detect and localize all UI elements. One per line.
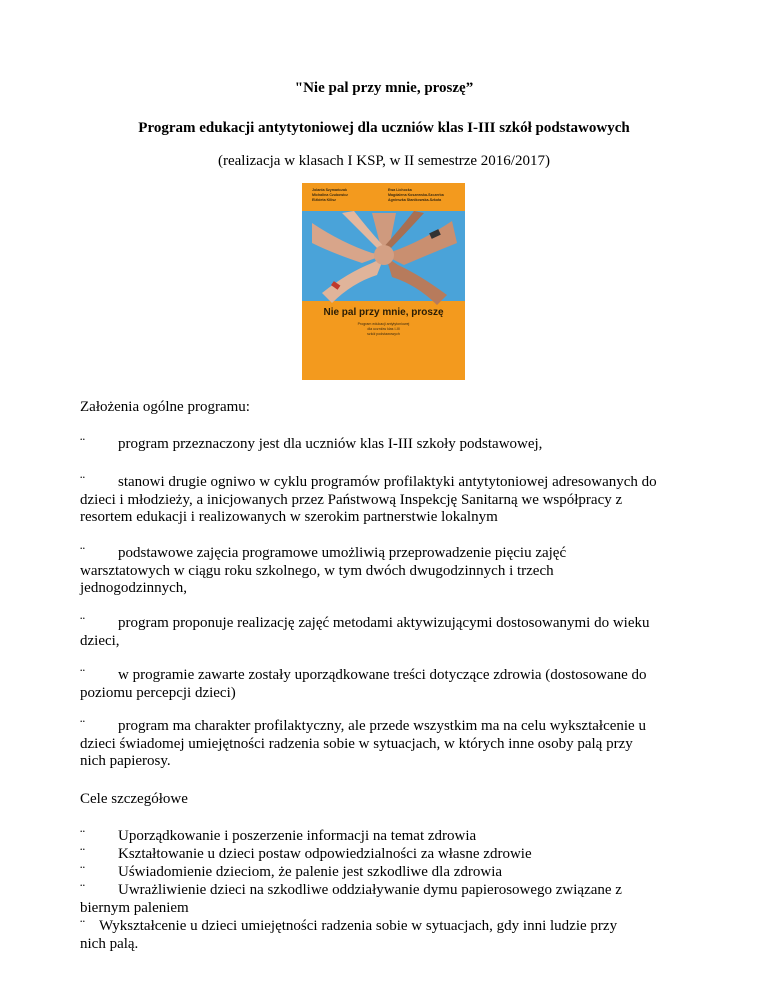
cover-title: Nie pal przy mnie, proszę — [323, 307, 444, 318]
bullet-icon: ¨ — [80, 615, 85, 631]
list-item: ¨ podstawowe zajęcia programowe umożliwią przeprowadzenie pięciu zajęć warsztatowych w ciągu roku szkolnego, w tym dwóch dwugodzinnych i trzech jednogodzinnych, — [80, 545, 567, 596]
cover-author-left-2: Michalina Czubowicz — [312, 193, 348, 197]
bullet-icon: ¨ — [80, 436, 85, 452]
cover-author-left-1: Jolanta Szymańczak — [312, 188, 347, 192]
section-heading-assumptions: Założenia ogólne programu: — [80, 399, 250, 415]
cover-subtitle-3: szkół podstawowych — [367, 332, 400, 336]
list-item: ¨ Wykształcenie u dzieci umiejętności radzenia sobie w sytuacjach, gdy inni ludzie przy nich palą. — [80, 918, 618, 952]
document-info: (realizacja w klasach I KSP, w II semestrze 2016/2017) — [218, 153, 550, 169]
section-heading-goals: Cele szczegółowe — [80, 791, 188, 807]
cover-author-right-3: Agnieszka Stanikowska-Szkoła — [388, 198, 442, 202]
bullet-icon: ¨ — [80, 474, 85, 490]
bullet-icon: ¨ — [80, 718, 85, 734]
bullet-icon: ¨ — [80, 828, 85, 844]
bullet-icon: ¨ — [80, 545, 85, 561]
bullet-icon: ¨ — [80, 864, 85, 880]
cover-author-right-2: Magdalena Koszewska-Szczerba — [388, 193, 444, 197]
bullet-icon: ¨ — [80, 882, 85, 898]
book-cover-image — [302, 183, 465, 380]
cover-author-right-1: Ewa Lichocka — [388, 188, 412, 192]
bullet-icon: ¨ — [80, 667, 85, 683]
bullet-icon: ¨ — [80, 846, 85, 862]
cover-author-left-3: Elżbieta Kilisz — [312, 198, 336, 202]
bullet-icon: ¨ — [80, 918, 85, 934]
list-item: ¨ w programie zawarte zostały uporządkowane treści dotyczące zdrowia (dostosowane do poziomu percepcji dzieci) — [80, 667, 647, 701]
list-item: ¨ Uwrażliwienie dzieci na szkodliwe oddziaływanie dymu papierosowego związane z biernym paleniem — [80, 882, 622, 916]
list-item: ¨ program proponuje realizację zajęć metodami aktywizującymi dostosowanymi do wieku dzieci, — [80, 615, 650, 649]
list-item: ¨ program przeznaczony jest dla uczniów klas I-III szkoły podstawowej, — [80, 436, 543, 452]
document-title: "Nie pal przy mnie, proszę” — [294, 80, 474, 96]
list-item: ¨ Kształtowanie u dzieci postaw odpowiedzialności za własne zdrowie — [80, 846, 532, 862]
list-item: ¨ Uporządkowanie i poszerzenie informacji na temat zdrowia — [80, 828, 477, 844]
document-subtitle: Program edukacji antytytoniowej dla uczniów klas I-III szkół podstawowych — [138, 120, 630, 136]
list-item: ¨ stanowi drugie ogniwo w cyklu programów profilaktyki antytytoniowej adresowanych do dzieci i młodzieży, a inicjowanych przez Państwową Inspekcję Sanitarną we współpracy z resortem edukacji i realizowanych w szerokim partnerstwie lokalnym — [80, 474, 657, 525]
cover-subtitle-2: dla uczniów klas I-III — [367, 327, 400, 331]
list-item: ¨ program ma charakter profilaktyczny, ale przede wszystkim ma na celu wykształcenie u dzieci świadomej umiejętności radzenia sobie w sytuacjach, w których inne osoby palą przy nich papierosy. — [80, 718, 646, 769]
cover-subtitle-1: Program edukacji antytytoniowej — [357, 322, 410, 326]
list-item: ¨ Uświadomienie dzieciom, że palenie jest szkodliwe dla zdrowia — [80, 864, 503, 880]
